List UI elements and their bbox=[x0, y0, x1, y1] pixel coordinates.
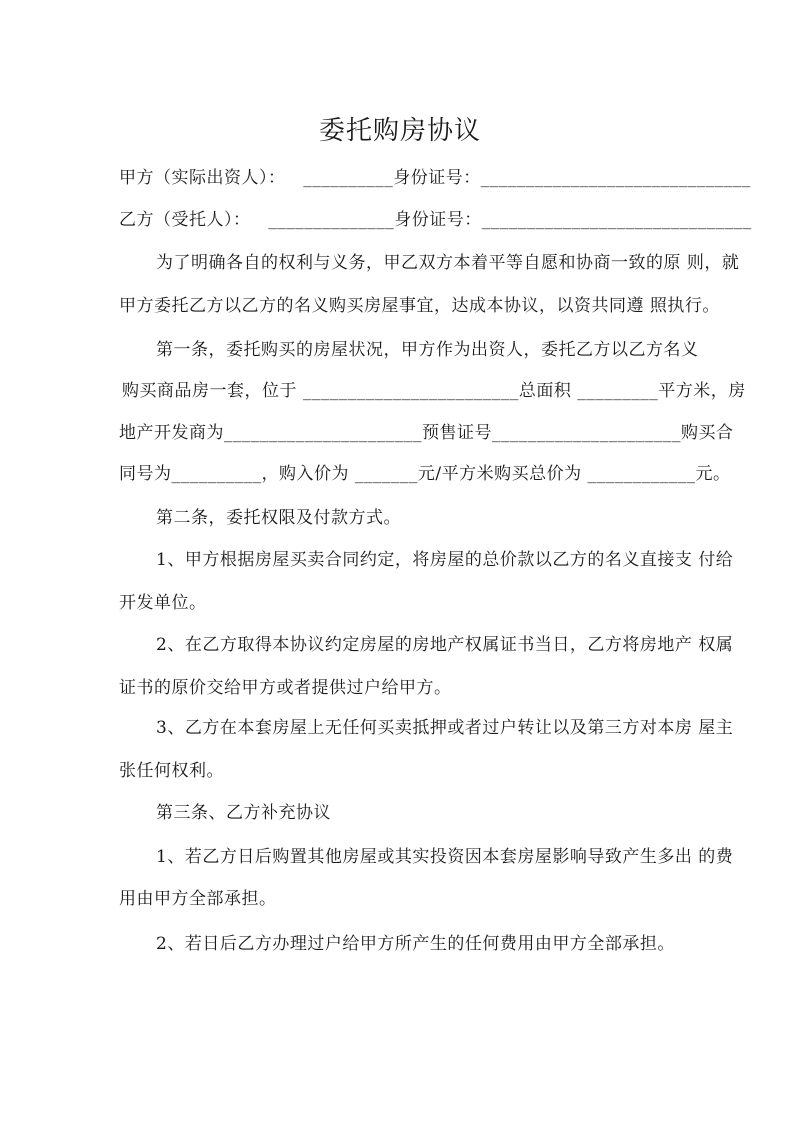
clause-3-1-line-1: 1、若乙方日后购置其他房屋或其实投资因本套房屋影响导致产生多出 的费 bbox=[156, 847, 734, 867]
clause-2-3-line-2: 张任何权利。 bbox=[119, 761, 224, 781]
article-2-heading: 第二条，委托权限及付款方式。 bbox=[156, 508, 401, 528]
clause-2-2-line-1: 2、在乙方取得本协议约定房屋的房地产权属证书当日，乙方将房地产 权属 bbox=[156, 635, 734, 655]
preamble-line-1: 为了明确各自的权利与义务，甲乙双方本着平等自愿和协商一致的原 则，就 bbox=[156, 253, 740, 273]
clause-2-1-line-2: 开发单位。 bbox=[119, 593, 207, 613]
party-b-line: 乙方（受托人）： ______________身份证号：______________________________ bbox=[119, 210, 752, 230]
clause-2-1-line-1: 1、甲方根据房屋买卖合同约定，将房屋的总价款以乙方的名义直接支 付给 bbox=[156, 550, 734, 570]
article-1-line-2: 购买商品房一套，位于 ________________________总面积 _________平方米，房 bbox=[122, 381, 746, 401]
clause-3-2-line-1: 2、若日后乙方办理过户给甲方所产生的任何费用由甲方全部承担。 bbox=[156, 934, 675, 954]
clause-2-2-line-2: 证书的原价交给甲方或者提供过户给甲方。 bbox=[119, 678, 452, 698]
preamble-line-2: 甲方委托乙方以乙方的名义购买房屋事宜，达成本协议，以资共同遵 照执行。 bbox=[119, 296, 720, 316]
document-title: 委托购房协议 bbox=[318, 116, 481, 146]
article-1-line-3: 地产开发商为______________________预售证号_____________________购买合 bbox=[119, 423, 734, 443]
clause-2-3-line-1: 3、乙方在本套房屋上无任何买卖抵押或者过户转让以及第三方对本房 屋主 bbox=[156, 718, 734, 738]
article-1-line-1: 第一条，委托购买的房屋状况，甲方作为出资人，委托乙方以乙方名义 bbox=[156, 340, 699, 360]
article-3-heading: 第三条、乙方补充协议 bbox=[156, 803, 331, 823]
clause-3-1-line-2: 用由甲方全部承担。 bbox=[119, 889, 277, 909]
article-1-line-4: 同号为__________，购入价为 _______元/平方米购买总价为 ____________元。 bbox=[119, 464, 731, 484]
party-a-line: 甲方（实际出资人）： __________身份证号：______________________________ bbox=[119, 168, 751, 188]
